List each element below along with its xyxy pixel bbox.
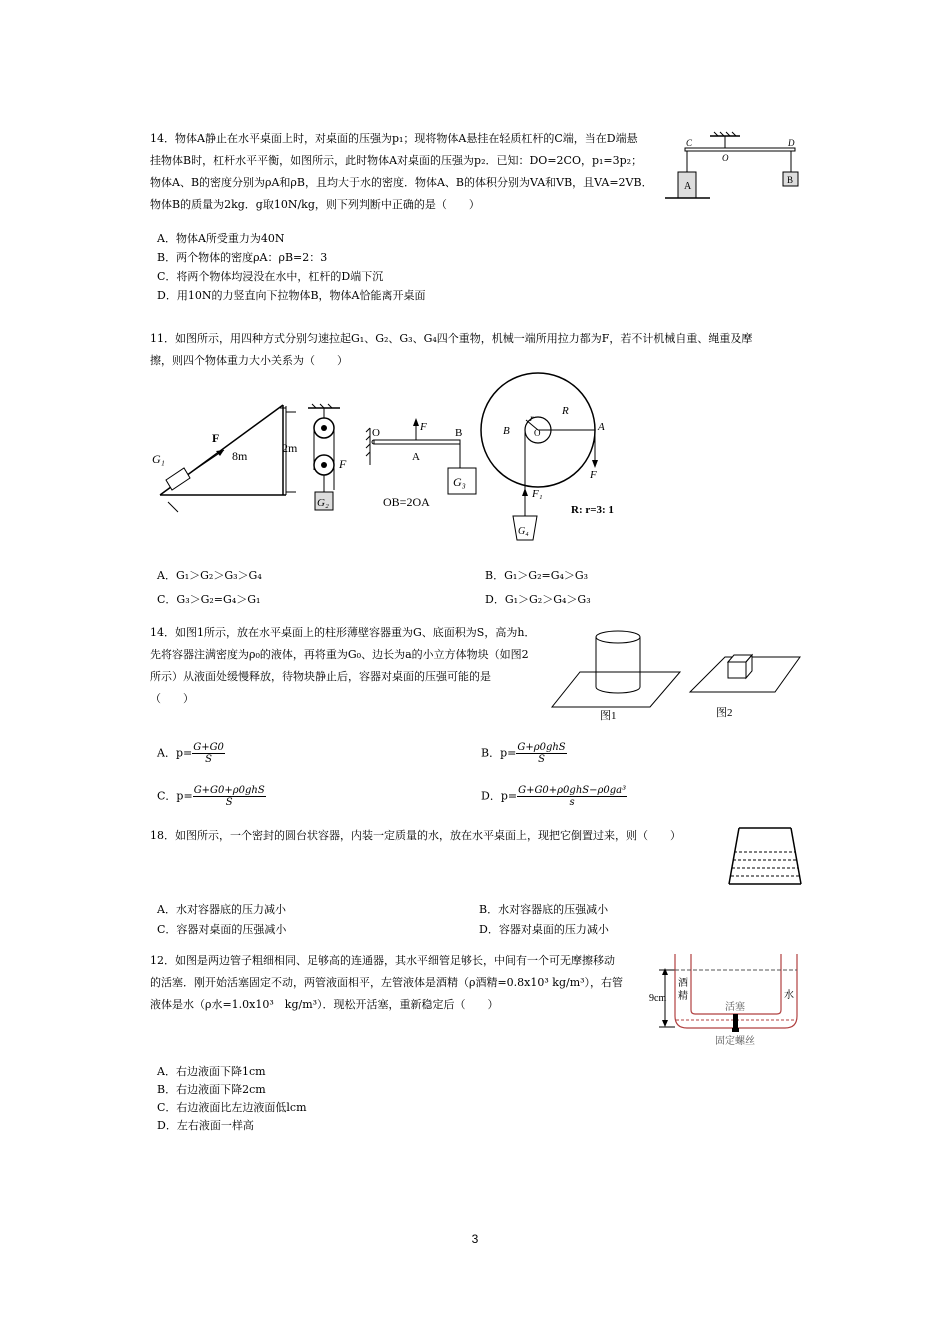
wheel-label-b: B (503, 425, 510, 437)
lever3-label-b: B (455, 427, 463, 439)
q12-option-b: B．右边液面下降2cm (157, 1083, 266, 1096)
q12-line: 的活塞．刚开始活塞固定不动，两管液面相平，左管液体是酒精（ρ酒精=0.8x10³ kg/m³），右管 (150, 976, 624, 989)
pulley-label-g2: G₂ (317, 497, 329, 509)
q11-option-c: C．G₃＞G₂=G₄＞G₁ (157, 593, 261, 606)
wheel-label-f1: F₁ (532, 488, 543, 500)
lever-figure (660, 128, 810, 203)
q11-option-d: D．G₁＞G₂＞G₄＞G₃ (485, 593, 591, 606)
q12-line: 12．如图是两边管子粗细相同、足够高的连通器，其水平细管足够长，中间有一个可无摩擦移动 (150, 954, 615, 967)
fraction-denominator: S (538, 754, 545, 765)
q14a-option-a: A．物体A所受重力为40N (157, 232, 285, 245)
q14a-options (157, 229, 425, 305)
q18-option-b: B．水对容器底的压强减小 (479, 903, 609, 916)
q14b-option-c-prefix: C．p= (157, 789, 193, 803)
wheel-figure (481, 373, 614, 540)
q14a-line: 14．物体A静止在水平桌面上时，对桌面的压强为p₁；现将物体A悬挂在轻质杠杆的C端，当在D端悬 (150, 132, 638, 145)
q14b-line: 14．如图1所示，放在水平桌面上的柱形薄壁容器重为G、底面积为S，高为h． (150, 626, 536, 639)
q14a-option-d: D．用10N的力竖直向下拉物体B，物体A恰能离开桌面 (157, 289, 426, 302)
wheel-label-r-big: R (562, 405, 569, 417)
q14b-line: 先将容器注满密度为ρ₀的液体，再将重为G₀、边长为a的小立方体物块（如图2 (150, 648, 529, 661)
q14b-option-a-prefix: A．p= (157, 746, 193, 760)
lever3-label-f: F (420, 421, 427, 433)
fraction-numerator: G+G0+ρ0ghS−ρ0ga³ (518, 785, 627, 796)
q11-line: 11．如图所示，用四种方式分别匀速拉起G₁、G₂、G₃、G₄四个重物，机械一端所用拉力都为F，若不计机械自重、绳重及摩 (150, 332, 753, 345)
q14b-stem (150, 622, 560, 710)
q14b-option-a (157, 742, 225, 765)
lever3-figure (366, 418, 476, 509)
q14b-option-b (481, 742, 567, 765)
lever-label-d: D (788, 138, 795, 148)
vessel-label-screw: 固定螺丝 (715, 1036, 755, 1047)
q14b-line: （ ） (150, 692, 194, 705)
wheel-label-o: O (534, 428, 541, 438)
lever-label-a: A (684, 181, 692, 192)
q14b-option-b-prefix: B．p= (481, 746, 517, 760)
lever-label-c: C (686, 138, 693, 148)
q14b-option-c (157, 785, 266, 808)
incline-label-height: 2m (282, 441, 298, 455)
q18-option-a: A．水对容器底的压力减小 (157, 903, 286, 916)
figure2-cube (690, 655, 800, 719)
figure1-container (552, 631, 680, 722)
vessel-label-height: 9cm (649, 993, 667, 1004)
fraction (517, 785, 627, 808)
q12-option-c: C．右边液面比左边液面低lcm (157, 1101, 307, 1114)
q14a-option-b: B．两个物体的密度ρA：ρB=2：3 (157, 251, 328, 264)
figure1-caption: 图1 (600, 710, 617, 722)
wheel-label-r-small: r (530, 413, 534, 423)
fraction-denominator: s (569, 797, 575, 808)
wheel-label-a: A (598, 421, 605, 433)
q14a-stem (150, 128, 665, 216)
lever3-label-ob: OB=2OA (383, 495, 430, 509)
q14a-line: 物体A、B的密度分别为ρA和ρB，且均大于水的密度．物体A、B的体积分别为VA和VB，且VA=2VB． (150, 176, 653, 189)
q12-line: 液体是水（ρ水=1.0x10³ kg/m³）．现松开活塞，重新稳定后（ ） (150, 998, 499, 1011)
lever-label-b: B (787, 175, 794, 185)
fraction (516, 742, 566, 765)
lever3-label-o: O (372, 427, 380, 439)
incline-label-f: F (212, 431, 220, 445)
q12-stem (150, 950, 650, 1016)
page-number: 3 (471, 1232, 479, 1246)
q14a-option-c: C．将两个物体均浸没在水中，杠杆的D端下沉 (157, 270, 384, 283)
q12-option-d: D．左右液面一样高 (157, 1119, 254, 1132)
q11-option-a: A．G₁＞G₂＞G₃＞G₄ (157, 569, 262, 582)
fraction-numerator: G+ρ0ghS (517, 742, 566, 753)
q18-option-c: C．容器对桌面的压强减小 (157, 923, 287, 936)
fraction-denominator: S (225, 797, 233, 808)
q18-line: 18．如图所示，一个密封的圆台状容器，内装一定质量的水，放在水平桌面上，现把它倒置过来，则（ ） (150, 829, 681, 842)
vessel-label-left-1: 酒 (678, 978, 688, 989)
q14a-line: 物体B的质量为2kg．g取10N/kg，则下列判断中正确的是（ ） (150, 198, 480, 211)
incline-label-g1: G₁ (152, 452, 165, 466)
incline-label-length: 8m (232, 449, 248, 463)
fraction-denominator: S (205, 754, 212, 765)
wheel-label-ratio: R: r=3: 1 (571, 504, 614, 516)
q11-figures (148, 370, 638, 548)
q11-line: 擦，则四个物体重力大小关系为（ ） (150, 354, 348, 367)
q14b-figures (550, 622, 810, 732)
q14a-line: 挂物体B时，杠杆水平平衡，如图所示，此时物体A对桌面的压强为p₂．已知：DO=2CO，p₁=3p₂； (150, 154, 643, 167)
connected-vessel-figure (645, 950, 805, 1050)
wheel-label-g4: G₄ (518, 526, 529, 537)
q11-stem (150, 328, 810, 372)
incline-figure (152, 405, 298, 512)
q14b-option-d (481, 785, 627, 808)
fraction (193, 785, 266, 808)
lever3-label-a: A (412, 451, 420, 463)
vessel-label-left-2: 精 (678, 991, 688, 1002)
lever-label-o: O (722, 153, 729, 163)
q18-option-d: D．容器对桌面的压力减小 (479, 923, 609, 936)
fraction (192, 742, 225, 765)
q14b-line: 所示）从液面处缓慢释放，待物块静止后，容器对桌面的压强可能的是 (150, 670, 491, 683)
fraction-numerator: G+G0+ρ0ghS (193, 785, 265, 796)
pulley-label-f: F (339, 457, 347, 471)
wheel-label-f: F (590, 469, 597, 481)
pulley-figure (308, 404, 347, 510)
frustum-figure (725, 822, 805, 890)
fraction-numerator: G+G0 (193, 742, 224, 753)
vessel-label-right: 水 (784, 990, 794, 1001)
q18-stem (150, 825, 710, 847)
q12-option-a: A．右边液面下降1cm (157, 1065, 266, 1078)
lever3-label-g3: G₃ (453, 475, 466, 489)
q11-option-b: B．G₁＞G₂=G₄＞G₃ (485, 569, 589, 582)
q12-options (157, 1063, 307, 1135)
vessel-label-piston: 活塞 (725, 1002, 745, 1013)
q14b-option-d-prefix: D．p= (481, 789, 518, 803)
figure2-caption: 图2 (716, 707, 733, 719)
